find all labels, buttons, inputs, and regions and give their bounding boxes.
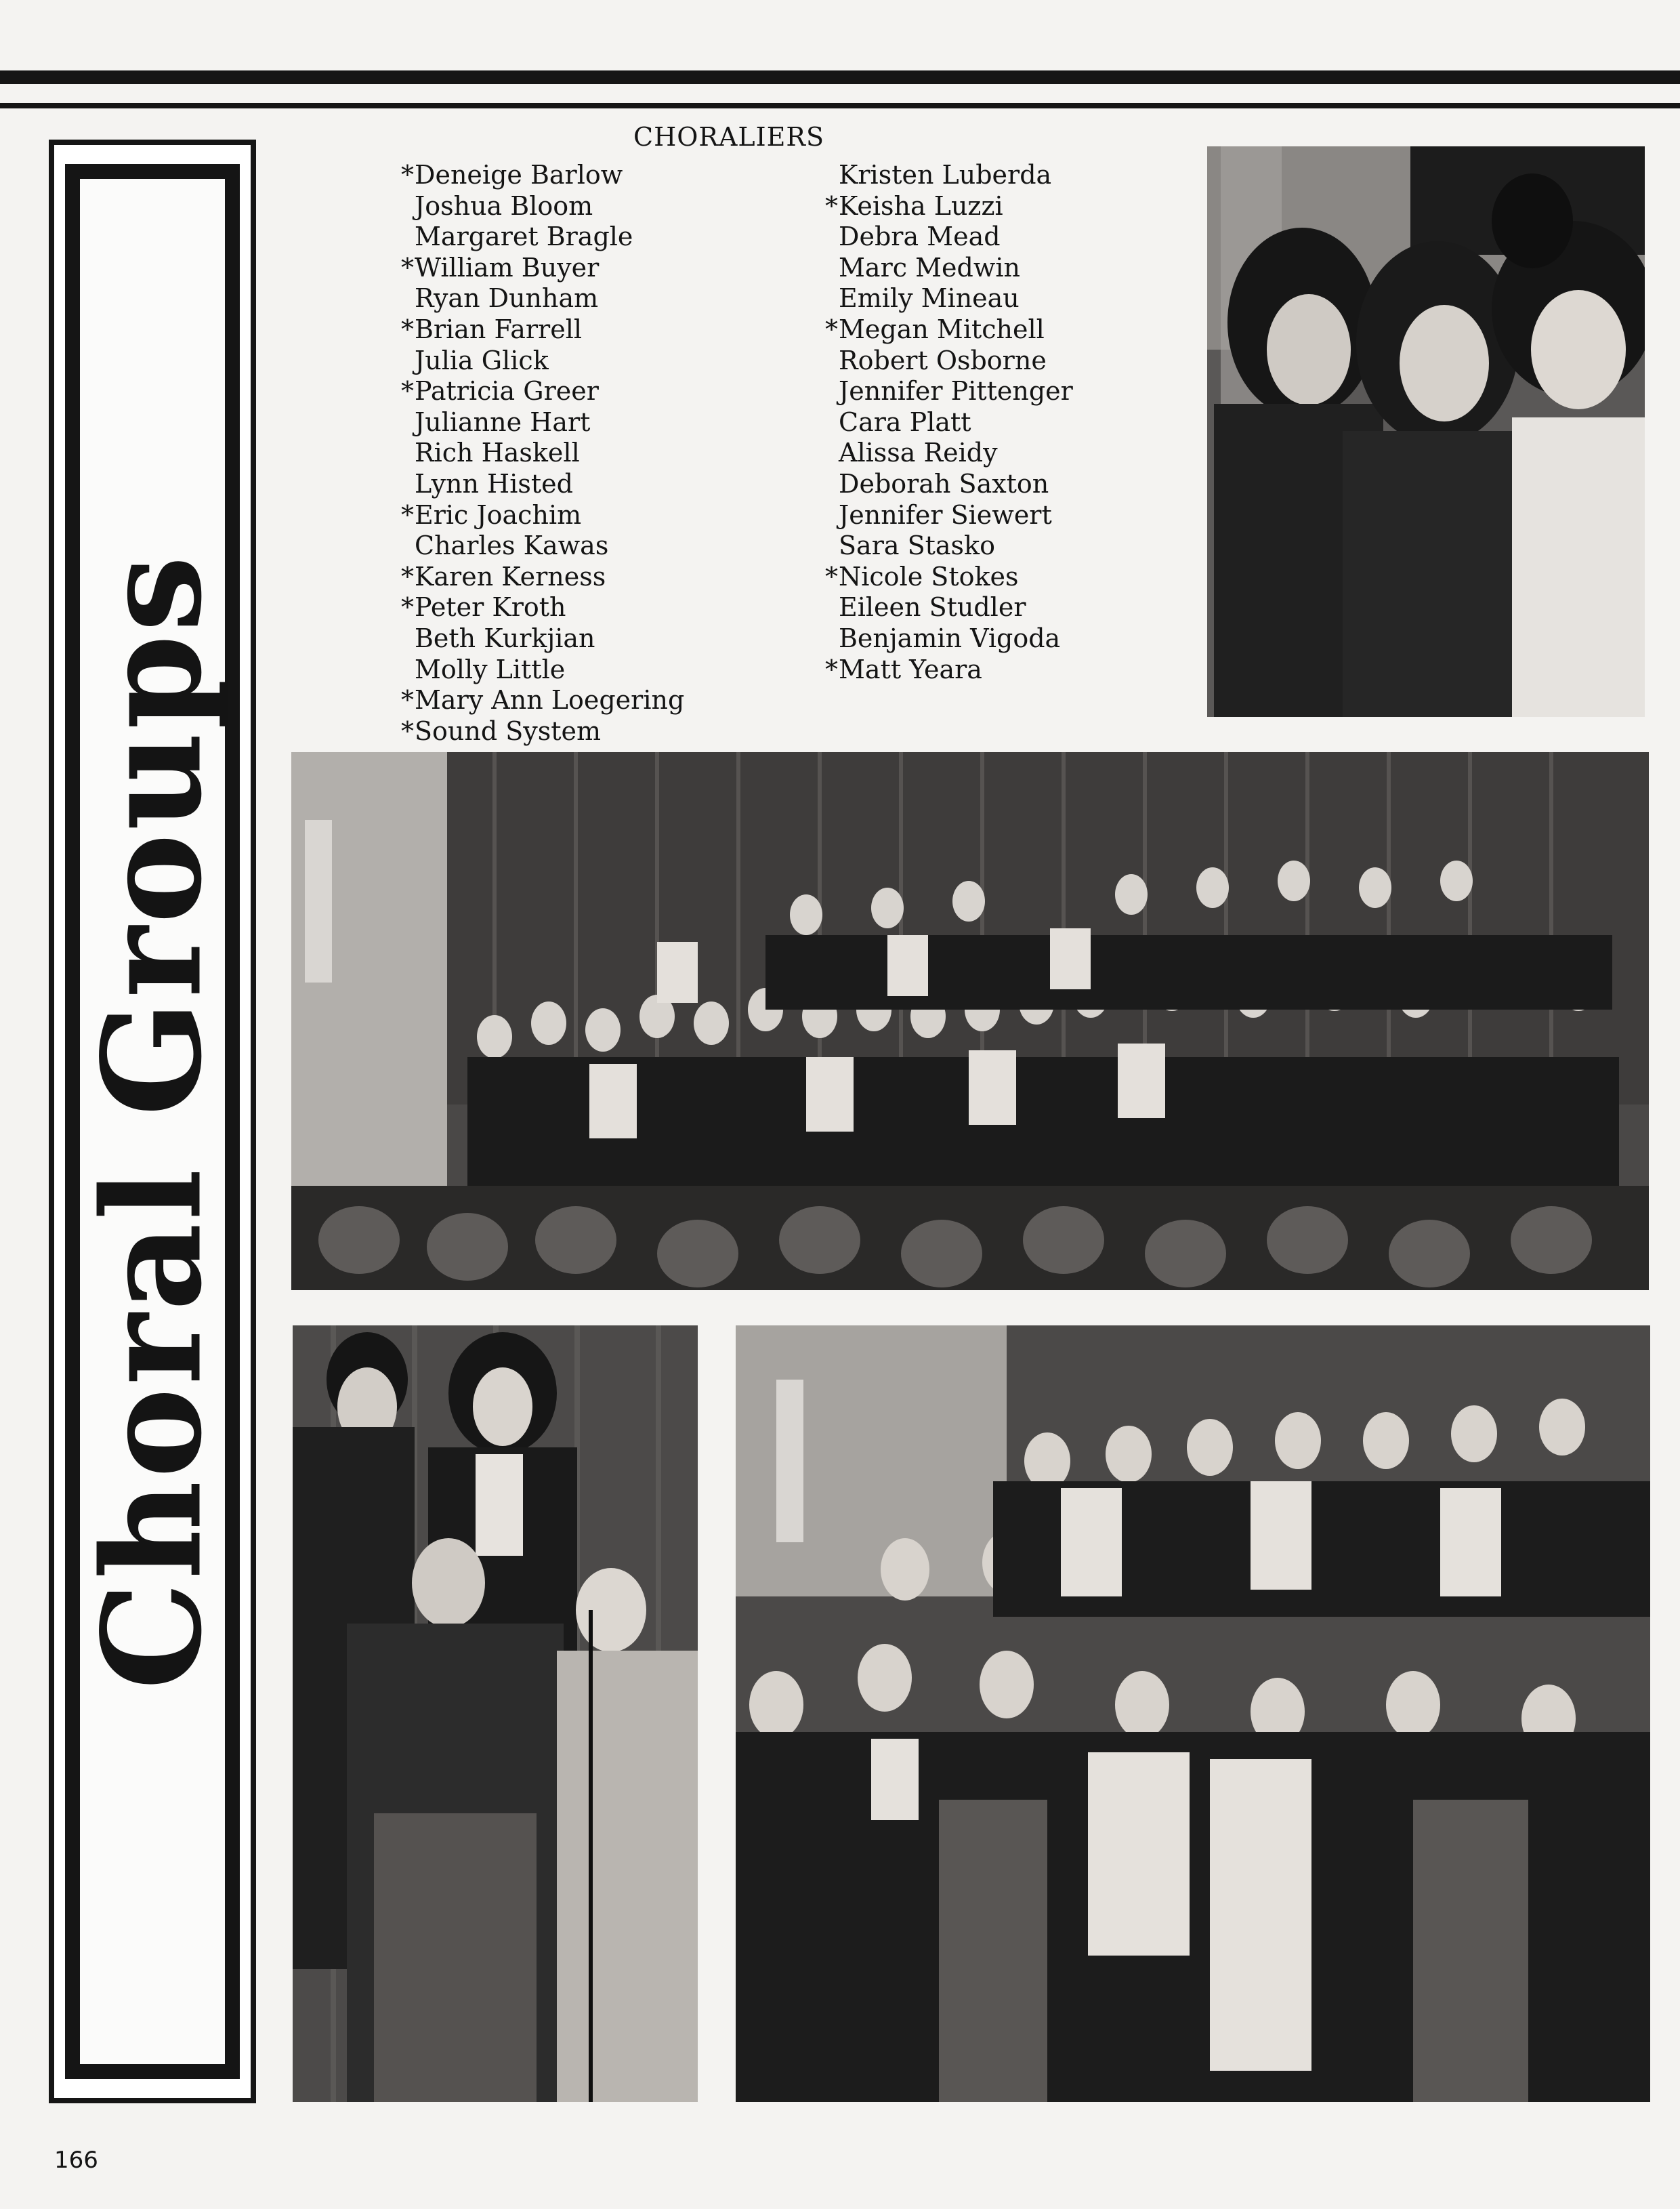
- member-name: Jennifer Siewert: [839, 499, 1052, 530]
- page-number: 166: [54, 2147, 98, 2174]
- roster-entry: [825, 438, 1073, 469]
- officer-asterisk: *: [401, 160, 414, 190]
- officer-asterisk: *: [401, 376, 414, 407]
- member-name: Ryan Dunham: [415, 283, 599, 314]
- member-name: Marc Medwin: [839, 252, 1020, 283]
- member-name: Emily Mineau: [839, 283, 1020, 314]
- member-name: Julia Glick: [415, 345, 549, 375]
- officer-asterisk: *: [401, 716, 414, 746]
- roster-entry: [825, 376, 1073, 407]
- top-rule-thick: [0, 70, 1680, 84]
- officer-asterisk: *: [401, 499, 414, 530]
- member-name: Patricia Greer: [415, 376, 599, 407]
- roster-entry: [401, 655, 684, 686]
- roster-entry: [825, 592, 1073, 623]
- roster-entry: [825, 623, 1073, 655]
- photo-small-group: [293, 1325, 698, 2102]
- member-name: Beth Kurkjian: [415, 623, 595, 653]
- member-name: Molly Little: [415, 654, 566, 684]
- member-name: Peter Kroth: [415, 592, 566, 623]
- roster-entry: [825, 283, 1073, 314]
- roster-entry: [401, 376, 684, 407]
- member-name: Deneige Barlow: [415, 160, 623, 190]
- member-name: Keisha Luzzi: [839, 190, 1003, 221]
- roster-entry: [825, 253, 1073, 284]
- member-name: Mary Ann Loegering: [415, 685, 685, 716]
- member-name: Eric Joachim: [415, 499, 582, 530]
- roster-entry: [401, 716, 684, 747]
- member-name: Rich Haskell: [415, 438, 580, 468]
- member-name: Cara Platt: [839, 407, 971, 437]
- officer-asterisk: *: [825, 561, 838, 592]
- roster-entry: [401, 253, 684, 284]
- member-name: Joshua Bloom: [415, 190, 593, 221]
- roster-entry: [825, 160, 1073, 191]
- officer-asterisk: *: [401, 685, 414, 716]
- roster-entry: [825, 655, 1073, 686]
- roster-entry: [401, 346, 684, 377]
- member-name: Deborah Saxton: [839, 468, 1049, 499]
- roster-left-column: [401, 160, 684, 747]
- roster-entry: [825, 191, 1073, 222]
- roster-entry: [401, 438, 684, 469]
- roster-entry: [401, 685, 684, 716]
- photo-three-singers: [1207, 146, 1645, 717]
- roster-entry: [401, 623, 684, 655]
- member-name: Charles Kawas: [415, 531, 609, 561]
- roster-entry: [825, 407, 1073, 438]
- roster-entry: [401, 314, 684, 346]
- member-name: Lynn Histed: [415, 468, 573, 499]
- roster-entry: [401, 531, 684, 562]
- member-name: Nicole Stokes: [839, 561, 1019, 592]
- member-name: Sara Stasko: [839, 531, 995, 561]
- roster-entry: [401, 283, 684, 314]
- roster-entry: [401, 500, 684, 531]
- roster-heading: CHORALIERS: [633, 122, 825, 152]
- roster-entry: [825, 562, 1073, 593]
- photo-womens-chorus: [736, 1325, 1650, 2102]
- member-name: Margaret Bragle: [415, 222, 633, 252]
- member-name: Julianne Hart: [415, 407, 591, 437]
- member-name: Alissa Reidy: [839, 438, 998, 468]
- officer-asterisk: *: [401, 592, 414, 623]
- member-name: Matt Yeara: [839, 654, 982, 684]
- member-name: Robert Osborne: [839, 345, 1047, 375]
- roster-entry: [825, 314, 1073, 346]
- roster-entry: [825, 500, 1073, 531]
- member-name: Brian Farrell: [415, 314, 583, 344]
- officer-asterisk: *: [825, 190, 838, 221]
- member-name: Jennifer Pittenger: [839, 376, 1073, 407]
- roster-entry: [825, 346, 1073, 377]
- member-name: Sound System: [415, 716, 602, 746]
- officer-asterisk: *: [401, 252, 414, 283]
- top-rule-thin: [0, 103, 1680, 108]
- roster-right-column: [825, 160, 1073, 685]
- roster-entry: [401, 592, 684, 623]
- member-name: Debra Mead: [839, 222, 1001, 252]
- roster-entry: [825, 469, 1073, 500]
- sidebar-title-box: [49, 140, 256, 2103]
- member-name: Kristen Luberda: [839, 160, 1052, 190]
- roster-entry: [401, 562, 684, 593]
- officer-asterisk: *: [825, 654, 838, 684]
- member-name: William Buyer: [415, 252, 600, 283]
- roster-entry: [401, 407, 684, 438]
- roster-entry: [825, 222, 1073, 253]
- officer-asterisk: *: [401, 561, 414, 592]
- sidebar-inner-frame: [65, 164, 240, 2079]
- member-name: Benjamin Vigoda: [839, 623, 1061, 653]
- roster-entry: [401, 469, 684, 500]
- photo-choir-on-stage: [291, 752, 1649, 1290]
- roster-entry: [401, 191, 684, 222]
- officer-asterisk: *: [825, 314, 838, 344]
- roster-entry: [825, 531, 1073, 562]
- member-name: Megan Mitchell: [839, 314, 1045, 344]
- section-title: Choral Groups: [72, 553, 232, 1690]
- officer-asterisk: *: [401, 314, 414, 344]
- roster-entry: [401, 160, 684, 191]
- member-name: Karen Kerness: [415, 561, 606, 592]
- member-name: Eileen Studler: [839, 592, 1026, 623]
- roster-entry: [401, 222, 684, 253]
